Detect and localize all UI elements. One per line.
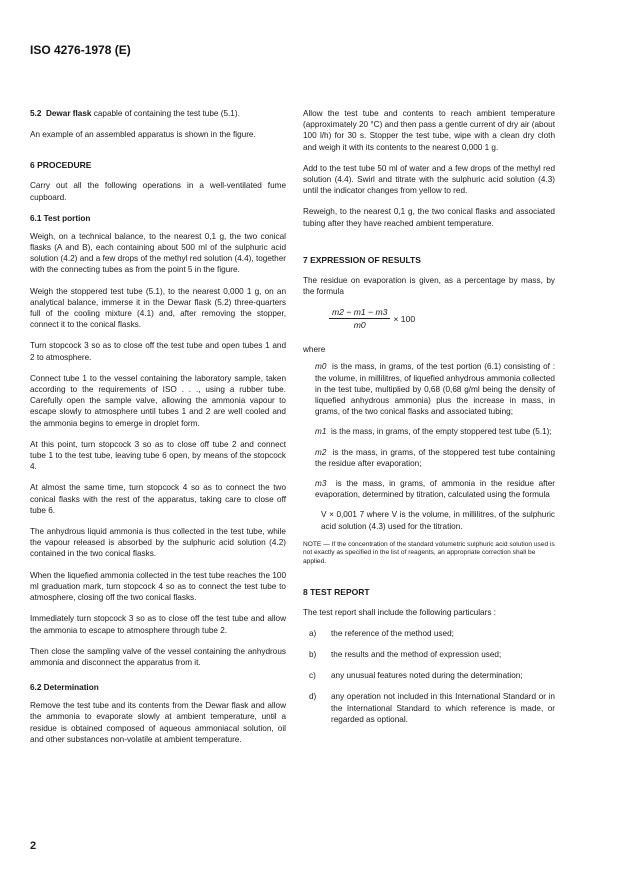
definition-m2 (315, 447, 555, 469)
list-item-text: any operation not included in this International Standard or in the International Standard to which reference is made, or regarded as optional. (331, 692, 555, 724)
list-item-letter: b) (309, 650, 317, 660)
right-column (303, 108, 555, 735)
residue-formula (329, 307, 555, 330)
heading-procedure: 6 PROCEDURE (30, 160, 92, 171)
formula-numerator: m2 − m1 − m3 (329, 307, 390, 319)
symbol-m0: m0 (315, 362, 327, 372)
paragraph-weigh-2: Weigh the stoppered test tube (5.1), to the nearest 0,000 1 g, on an analytical balance, immerse it in the Dewar flask (5.2) three-quarters full of the cooling mixture (4.1) and, after removing the stopper, connect it to the conical flasks. (30, 286, 286, 330)
paragraph-reweigh: Reweigh, to the nearest 0,1 g, the two conical flasks and associated tubing after they have reached ambient temperature. (303, 207, 555, 228)
paragraph-almost: At almost the same time, turn stopcock 4 so as to connect the two conical flasks with the rest of the apparatus, taking care to close off tube 6. (30, 483, 286, 515)
definition-m3 (315, 478, 555, 500)
paragraph-residue: The residue on evaporation is given, as a percentage by mass, by the formula (303, 275, 555, 297)
symbol-m3: m3 (315, 479, 327, 489)
paragraph-example: An example of an assembled apparatus is shown in the figure. (30, 130, 256, 140)
definition-m1 (315, 426, 555, 437)
paragraph-when: When the liquefied ammonia collected in the test tube reaches the 100 ml graduation mark, turn stopcock 4 so as to connect the test tube to atmosphere, closing off the two conical flasks. (30, 570, 286, 603)
section-5-2-number: 5.2 (30, 109, 42, 118)
list-item-letter: c) (309, 671, 316, 681)
paragraph-connect: Connect tube 1 to the vessel containing the laboratory sample, taken according to the requirements of ISO . . ., using a rubber tube. Carefully open the sample valve, allowing the ammonia vapour to escape slowly to atmosphere until tubes 1 and 2 are well cooled and the ammonia begins to emerge in droplet form. (30, 373, 286, 428)
definition-v: V × 0,001 7 where V is the volume, in millilitres, of the sulphuric acid solution (4.3) used for the titration. (321, 510, 555, 531)
list-item (303, 670, 555, 681)
paragraph-add-water: Add to the test tube 50 ml of water and a few drops of the methyl red solution (4.4). Swirl and titrate with the sulphuric acid solution (4.3) until the indicator changes from yellow to red. (303, 163, 555, 196)
paragraph-carry-out: Carry out all the following operations in a well-ventilated fume cupboard. (30, 181, 286, 202)
paragraph-at-this-point: At this point, turn stopcock 3 so as to close off tube 2 and connect tube 1 to the test tube, leaving tube 6 open, by means of the stopcock 4. (30, 439, 286, 472)
heading-test-portion: 6.1 Test portion (30, 213, 91, 223)
paragraph-remove: Remove the test tube and its contents from the Dewar flask and allow the ammonia to evaporate slowly at ambient temperature, until a residue is obtained composed of aqueous ammoniacal solution, oil and other substances non-volatile at ambient temperature. (30, 701, 286, 744)
definition-m3-text: is the mass, in grams, of ammonia in the residue after evaporation, determined by titration, calculated using the formula (315, 479, 555, 500)
list-item (303, 649, 555, 660)
formula-denominator: m0 (353, 320, 366, 331)
paragraph-allow: Allow the test tube and contents to reach ambient temperature (approximately 20 °C) and then pass a gentle current of dry air (about 100 l/h) for 30 s. Stopper the test tube, wipe with a clean dry cloth and weigh it with its contents to the nearest 0,000 1 g. (303, 109, 555, 152)
list-item-text: the results and the method of expression used; (331, 650, 502, 660)
list-item-letter: a) (309, 628, 317, 638)
definition-m1-text: is the mass, in grams, of the empty stoppered test tube (5.1); (330, 427, 552, 437)
symbol-m2: m2 (315, 447, 327, 457)
section-5-2-term: Dewar flask (45, 109, 92, 118)
list-item (303, 628, 555, 639)
paragraph-turn-stopcock: Turn stopcock 3 so as to close off the test tube and open tubes 1 and 2 to atmosphere. (30, 341, 286, 362)
definition-m2-text: is the mass, in grams, of the stoppered test tube containing the residue after evaporation; (315, 447, 555, 468)
note: NOTE — If the concentration of the standard volumetric sulphuric acid solution used is not exactly as specified in the list of reagents, an appropriate correction shall be applied. (303, 540, 555, 566)
heading-test-report: 8 TEST REPORT (303, 586, 370, 597)
list-item-text: the reference of the method used; (331, 628, 454, 638)
definition-m0-text: is the mass, in grams, of the test portion (6.1) consisting of : the volume, in millilitres, of liquefied anhydrous ammonia collected in the test tube, multiplied by 0,68 (0,68 g/ml being the density of liquefied anhydrous ammonia) plus the increase in mass, in grams, of the two conical flasks and associated tubing; (315, 362, 555, 417)
section-5-2 (30, 108, 286, 119)
paragraph-anhydrous: The anhydrous liquid ammonia is thus collected in the test tube, while the vapour released is absorbed by the sulphuric acid solution (4.2) contained in the two conical flasks. (30, 527, 286, 559)
paragraph-weigh-1: Weigh, on a technical balance, to the nearest 0,1 g, the two conical flasks (A and B), each containing about 500 ml of the sulphuric acid solution (4.2) and a few drops of the methyl red solution (4.4), together with the connecting tubes as from the point 5 in the figure. (30, 231, 286, 275)
paragraph-then-close: Then close the sampling valve of the vessel containing the anhydrous ammonia and disconnect the apparatus from it. (30, 646, 286, 667)
page-number: 2 (30, 840, 37, 852)
where-label: where (303, 345, 326, 355)
left-column (30, 108, 286, 755)
formula-factor: × 100 (393, 313, 416, 324)
list-item-text: any unusual features noted during the determination; (331, 671, 523, 681)
list-item-letter: d) (309, 692, 317, 702)
paragraph-report-intro: The test report shall include the following particulars : (303, 607, 496, 617)
document-header: ISO 4276-1978 (E) (30, 43, 131, 57)
definition-m0 (315, 361, 555, 417)
section-5-2-text: capable of containing the test tube (5.1). (91, 109, 240, 118)
heading-determination: 6.2 Determination (30, 683, 99, 693)
symbol-m1: m1 (315, 427, 327, 437)
list-item (303, 691, 555, 725)
formula-fraction (329, 307, 390, 330)
heading-expression-of-results: 7 EXPRESSION OF RESULTS (303, 254, 421, 265)
paragraph-immediately: Immediately turn stopcock 3 so as to close off the test tube and allow the ammonia to escape to atmosphere through tube 2. (30, 614, 286, 635)
